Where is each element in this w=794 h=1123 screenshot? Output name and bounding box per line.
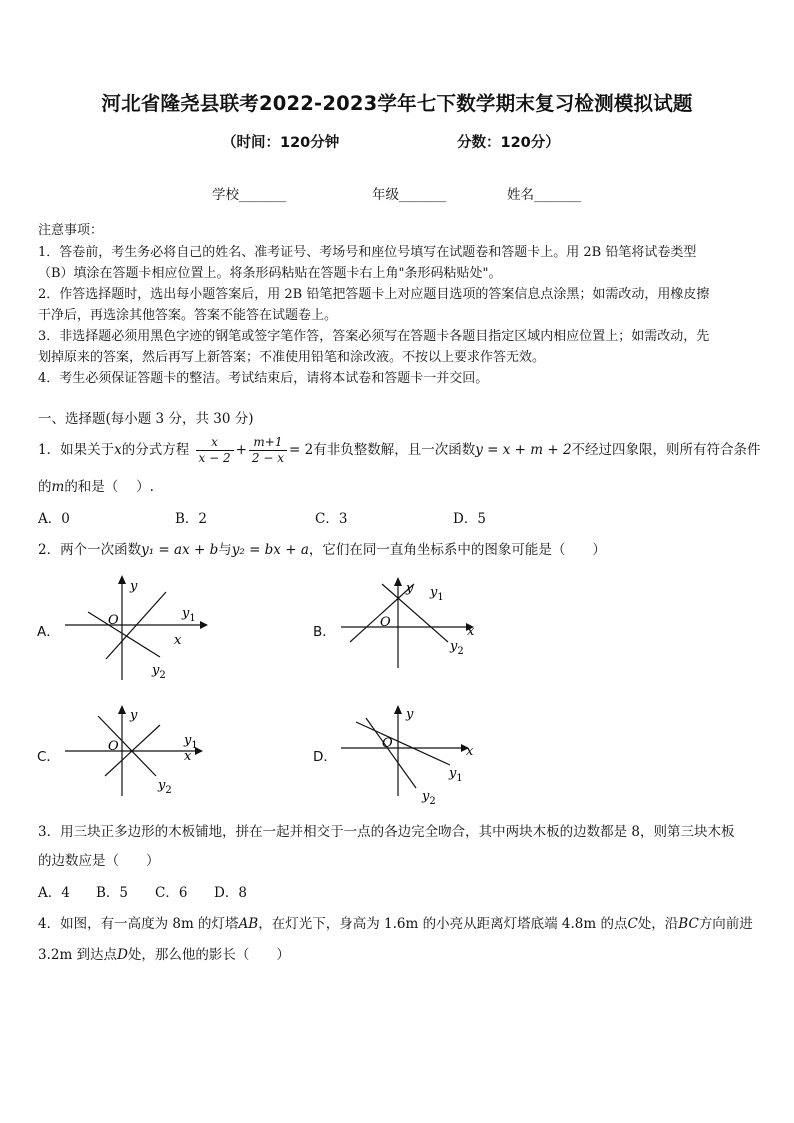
x-axis-label: x bbox=[466, 744, 474, 759]
q1-prefix: 1．如果关于 bbox=[38, 442, 115, 458]
q1-fraction-1 bbox=[196, 435, 234, 466]
question-2-stem bbox=[38, 540, 606, 560]
q2-graph-a bbox=[60, 572, 210, 684]
q2-graph-b bbox=[336, 572, 486, 684]
y2-label-main: y bbox=[152, 663, 160, 678]
q1-line2-a: 的 bbox=[38, 479, 52, 495]
q2-suffix: ，它们在同一直角坐标系中的图象可能是（ ） bbox=[308, 542, 606, 558]
x-axis-label: x bbox=[184, 749, 192, 764]
y1-label-main: y bbox=[449, 766, 457, 781]
question-3-line-1: 3．用三块正多边形的木板铺地，拼在一起并相交于一点的各边完全吻合，其中两块木板的边数都是 8，则第三块木板 bbox=[38, 824, 735, 840]
y1-label bbox=[448, 766, 463, 784]
q3-option-b: B．5 bbox=[96, 885, 129, 901]
q1-eq: = 2 bbox=[289, 442, 314, 458]
question-1-line-1 bbox=[38, 434, 761, 466]
y2-label-main: y bbox=[158, 778, 166, 793]
q2-label-a: A． bbox=[37, 624, 60, 640]
y1-label-main: y bbox=[430, 585, 438, 600]
section-heading: 一、选择题(每小题 3 分，共 30 分) bbox=[38, 411, 254, 427]
q4-bc: BC bbox=[678, 916, 699, 932]
q1-plus: + bbox=[235, 442, 247, 458]
y2-label bbox=[449, 639, 464, 657]
line-y2 bbox=[366, 718, 416, 788]
y1-label-sub: 1 bbox=[437, 592, 444, 603]
notice-line: 干净后，再选涂其他答案。答案不能答在试题卷上。 bbox=[38, 308, 338, 323]
origin-label: O bbox=[380, 615, 391, 630]
q4-text-c: 处，沿 bbox=[637, 916, 679, 932]
origin-label: O bbox=[108, 613, 119, 628]
q2-label-c: C． bbox=[37, 749, 60, 765]
notice-line: 1．答卷前，考生务必将自己的姓名、准考证号、考场号和座位号填写在试题卷和答题卡上。用 2B 铅笔将试卷类型 bbox=[38, 245, 697, 260]
y-axis-arrow-icon bbox=[394, 705, 402, 714]
q1-frac1-den: x − 2 bbox=[198, 451, 231, 465]
y-axis-label: y bbox=[406, 707, 414, 722]
q1-frac1-num: x bbox=[196, 435, 234, 451]
q2-graph-c bbox=[60, 700, 210, 800]
x-axis-label: x bbox=[174, 633, 182, 648]
q1-option-b: B．2 bbox=[175, 511, 208, 527]
q1-func: y = x + m + 2 bbox=[475, 442, 572, 458]
question-1-line-2 bbox=[38, 477, 154, 497]
q3-option-c: C．6 bbox=[155, 885, 188, 901]
q2-conj: 与 bbox=[218, 542, 232, 558]
question-3-line-2: 的边数应是（ ） bbox=[38, 853, 160, 869]
y2-label bbox=[157, 778, 172, 796]
q4-text-d: 方向前进 bbox=[698, 916, 753, 932]
q2-func-1: y₁ = ax + b bbox=[141, 542, 219, 558]
q4-point-d: D bbox=[117, 947, 128, 963]
origin-label: O bbox=[382, 736, 393, 751]
y1-label bbox=[429, 585, 444, 603]
y1-label-main: y bbox=[184, 733, 192, 748]
x-axis-label: x bbox=[467, 624, 475, 639]
q1-frac2-den: 2 − x bbox=[251, 451, 285, 465]
q1-mid1: 的分式方程 bbox=[121, 442, 190, 458]
q1-var-m: m bbox=[51, 479, 65, 495]
school-field: 学校_______ bbox=[212, 187, 287, 203]
name-field: 姓名_______ bbox=[507, 187, 582, 203]
q2-prefix: 2．两个一次函数 bbox=[38, 542, 142, 558]
y-axis-arrow-icon bbox=[394, 577, 402, 586]
q1-mid2: 有非负整数解，且一次函数 bbox=[313, 442, 476, 458]
y1-label-sub: 1 bbox=[456, 773, 463, 784]
question-4-line-1 bbox=[38, 914, 753, 934]
y2-label-main: y bbox=[422, 789, 430, 804]
q3-option-a: A．4 bbox=[38, 885, 70, 901]
q4-text-b: ，在灯光下，身高为 1.6m 的小亮从距离灯塔底端 4.8m 的点 bbox=[258, 916, 628, 932]
q3-option-d: D．8 bbox=[214, 885, 247, 901]
y1-label-sub: 1 bbox=[189, 613, 196, 624]
line-y1 bbox=[350, 584, 414, 642]
line-y1 bbox=[356, 722, 450, 765]
q1-var-x: x bbox=[114, 442, 122, 458]
grade-field: 年级_______ bbox=[372, 187, 447, 203]
q1-line2-b: 的和是（ ）. bbox=[64, 479, 154, 495]
notice-line: （B）填涂在答题卡相应位置上。将条形码粘贴在答题卡右上角"条形码粘贴处"。 bbox=[38, 266, 502, 281]
exam-score: 分数：120分） bbox=[457, 135, 560, 151]
y-axis-arrow-icon bbox=[118, 575, 126, 584]
q1-option-a: A．0 bbox=[38, 511, 70, 527]
notice-line: 3．非选择题必须用黑色字迹的钢笔或签字笔作答，答案必须写在答题卡各题目指定区域内相应位置上；如需改动，先 bbox=[38, 329, 710, 344]
y-axis-arrow-icon bbox=[118, 705, 126, 714]
q4-ab: AB bbox=[238, 916, 259, 932]
page-title: 河北省隆尧县联考2022-2023学年七下数学期末复习检测模拟试题 bbox=[101, 92, 693, 115]
notice-line: 划掉原来的答案，然后再写上新答案；不准使用铅笔和涂改液。不按以上要求作答无效。 bbox=[38, 350, 546, 365]
y2-label-sub: 2 bbox=[457, 646, 464, 657]
notice-line: 2．作答选择题时，选出每小题答案后，用 2B 铅笔把答题卡上对应题目选项的答案信息点涂黑；如需改动，用橡皮擦 bbox=[38, 287, 710, 302]
q1-option-c: C．3 bbox=[315, 511, 348, 527]
q1-option-d: D．5 bbox=[453, 511, 486, 527]
q4-point-c: C bbox=[627, 916, 638, 932]
origin-label: O bbox=[108, 739, 119, 754]
q1-fraction-2 bbox=[249, 435, 287, 466]
notice-line: 4．考生必须保证答题卡的整洁。考试结束后，请将本试卷和答题卡一并交回。 bbox=[38, 371, 489, 386]
q4-text-a: 4．如图，有一高度为 8m 的灯塔 bbox=[38, 916, 239, 932]
y2-label-sub: 2 bbox=[165, 785, 172, 796]
y1-label bbox=[181, 606, 196, 624]
line-y1 bbox=[88, 612, 160, 657]
y-axis-label: y bbox=[406, 581, 414, 596]
q2-func-2: y₂ = bx + a bbox=[231, 542, 309, 558]
y-axis-label: y bbox=[130, 708, 138, 723]
y2-label bbox=[151, 663, 166, 681]
x-axis-arrow-icon bbox=[200, 621, 208, 629]
y2-label bbox=[421, 789, 436, 807]
y2-label-main: y bbox=[450, 639, 458, 654]
y2-label-sub: 2 bbox=[429, 796, 436, 807]
question-4-line-2 bbox=[38, 945, 290, 965]
q4-text-f: 处，那么他的影长（ ） bbox=[127, 947, 290, 963]
q1-frac2-num: m+1 bbox=[249, 435, 287, 451]
q2-label-d: D． bbox=[313, 749, 337, 765]
y1-label-sub: 1 bbox=[191, 740, 198, 751]
q2-graph-d bbox=[336, 700, 486, 810]
q4-text-e: 3.2m 到达点 bbox=[38, 947, 118, 963]
y1-label-main: y bbox=[182, 606, 190, 621]
notice-heading: 注意事项： bbox=[38, 223, 104, 238]
q2-label-b: B． bbox=[313, 624, 336, 640]
line-y1 bbox=[98, 716, 156, 776]
y2-label-sub: 2 bbox=[159, 670, 166, 681]
exam-time: （时间：120分钟 bbox=[222, 135, 340, 151]
q1-mid3: 不经过四象限，则所有符合条件 bbox=[571, 442, 761, 458]
y-axis-label: y bbox=[130, 579, 138, 594]
